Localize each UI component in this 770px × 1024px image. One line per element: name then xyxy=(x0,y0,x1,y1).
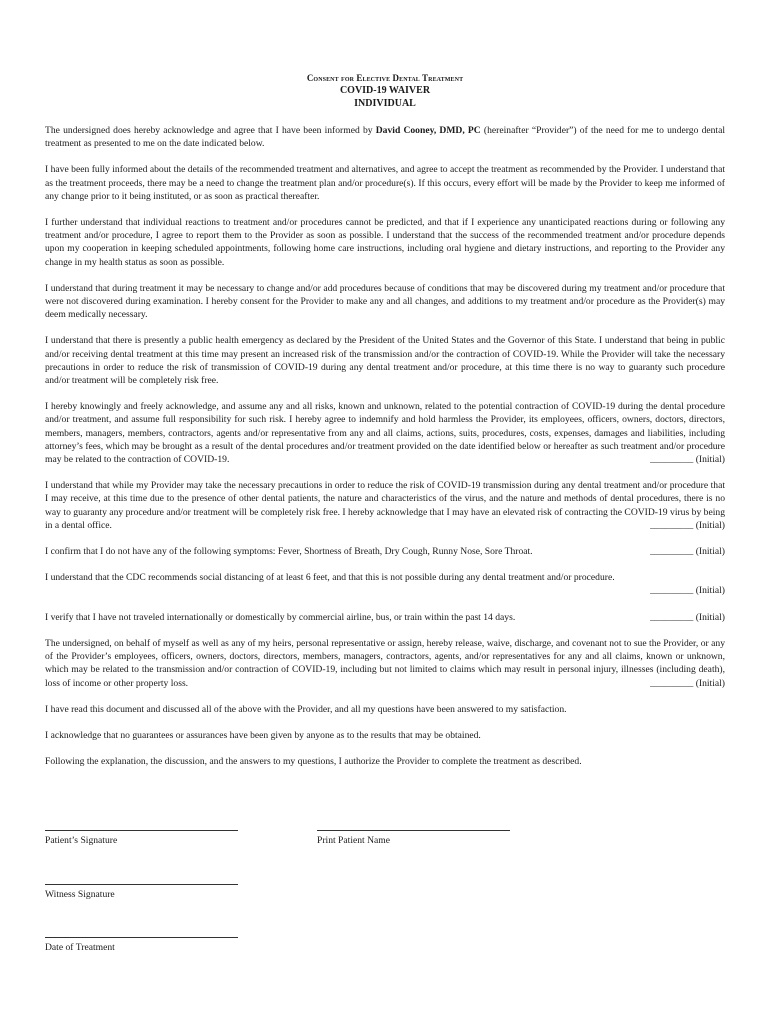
document-subtitle: COVID-19 WAIVER xyxy=(339,85,431,96)
document-title: Consent for Elective Dental Treatment xyxy=(306,73,464,83)
paragraph-social-distancing xyxy=(45,571,725,597)
initial-field[interactable]: _________ (Initial) xyxy=(650,546,725,558)
patient-signature-line[interactable] xyxy=(45,830,238,831)
paragraph-text: I hereby knowingly and freely acknowledge, and assume any and all risks, known and unknown, related to the potential contraction of COVID-19 during the dental procedure and/or treatment, and assume full responsibility for such risk. I hereby agree to indemnify and hold harmless the Provider, its employees, officers, owners, doctors, directors, members, managers, members, contractors, agents and/or representative from any and all claims, actions, suits, procedures, costs, expenses, damages and liabilities, including attorney’s fees, which may be brought as a result of the dental procedures and/or treatment provided on the date identified below or hereafter as such treatment and/or procedure may be related to the contraction of COVID-19. xyxy=(45,401,725,466)
paragraph-text: (hereinafter “Provider”) of the need for me to undergo dental treatment as presented to me on the date indicated below. xyxy=(45,125,726,150)
paragraph-no-symptoms xyxy=(45,545,725,558)
document-header xyxy=(0,72,770,110)
paragraph-no-guarantees: I acknowledge that no guarantees or assurances have been given by anyone as to the results that may be obtained. xyxy=(45,729,481,741)
paragraph-authorize: Following the explanation, the discussion, and the answers to my questions, I authorize the Provider to complete the treatment as described. xyxy=(45,756,582,768)
initial-field[interactable]: _________ (Initial) xyxy=(650,519,725,531)
provider-name: David Cooney, DMD, PC xyxy=(375,125,481,136)
initial-field[interactable]: _________ (Initial) xyxy=(650,585,725,597)
paragraph-assume-risks xyxy=(45,400,725,466)
document-body xyxy=(45,124,725,781)
document-subtitle-individual: INDIVIDUAL xyxy=(354,98,416,109)
paragraph-text: The undersigned, on behalf of myself as well as any of my heirs, personal representative or assign, hereby release, waive, discharge, and covenant not to sue the Provider, or any of the Provider’s employees, officers, owners, doctors, directors, members, managers, contractors, agents, and/or representatives for any and all claims, known or unknown, which may be related to the transmission and/or contraction of COVID-19, including but not limited to claims which may result in personal injury, illnesses (including death), loss of income or other property loss. xyxy=(45,637,725,689)
paragraph-public-health-emergency: I understand that there is presently a public health emergency as declared by the President of the United States and the Governor of this State. I understand that being in public and/or receiving dental treatment at this time may present an increased risk of the transmission and/or the contraction of COVID-19. While the Provider will take the necessary precautions in order to reduce the risk of transmission of COVID-19 during any dental treatment and/or procedure, at this time there is no way to guaranty such procedure and/or treatment will be completely risk free. xyxy=(45,335,725,387)
paragraph-elevated-risk xyxy=(45,479,725,532)
initial-field[interactable]: _________ (Initial) xyxy=(650,454,725,466)
paragraph-change-procedures: I understand that during treatment it may be necessary to change and/or add procedures because of conditions that may be discovered during my treatment and/or procedure that were not discovered during examination. I hereby consent for the Provider to make any and all changes, and additions to my treatment and/or procedure as the Provider(s) may deem medically necessary. xyxy=(45,282,725,321)
witness-signature-line[interactable] xyxy=(45,884,238,885)
paragraph-individual-reactions: I further understand that individual reactions to treatment and/or procedures cannot be predicted, and that if I experience any unanticipated reactions during or following any treatment and/or procedure, I agree to report them to the Provider as soon as possible. I understand that the success of the recommended treatment and/or procedure depends upon my cooperation in keeping scheduled appointments, following home care instructions, including oral hygiene and dietary instructions, and reporting to the Provider any change in my health status as soon as possible. xyxy=(45,217,725,268)
patient-signature-label: Patient’s Signature xyxy=(45,835,118,846)
paragraph-no-travel xyxy=(45,611,725,624)
paragraph-text: The undersigned does hereby acknowledge and agree that I have been informed by xyxy=(45,125,376,136)
paragraph-release-waiver xyxy=(45,637,725,690)
paragraph-text: I understand that while my Provider may take the necessary precautions in order to reduce the risk of COVID-19 transmission during any dental treatment and/or procedure that I may receive, at this time due to the presence of other dental patients, the nature and characteristics of the virus, and the nature and methods of dental procedures, there is no way to guaranty any procedure and/or treatment will be completely risk free. I hereby acknowledge that I may have an elevated risk of contracting the COVID-19 virus by being in a dental office. xyxy=(45,480,725,531)
print-name-label: Print Patient Name xyxy=(317,835,391,846)
paragraph-text: I verify that I have not traveled internationally or domestically by commercial airline, bus, or train within the past 14 days. xyxy=(45,611,516,623)
paragraph-text: I confirm that I do not have any of the following symptoms: Fever, Shortness of Breath, Dry Cough, Runny Nose, Sore Throat. xyxy=(45,546,533,558)
witness-signature-label: Witness Signature xyxy=(45,889,115,900)
initial-field[interactable]: _________ (Initial) xyxy=(650,677,725,689)
date-of-treatment-label: Date of Treatment xyxy=(45,942,115,953)
date-of-treatment-line[interactable] xyxy=(45,937,238,938)
paragraph-read-document: I have read this document and discussed all of the above with the Provider, and all my questions have been answered to my satisfaction. xyxy=(45,703,567,715)
print-name-line[interactable] xyxy=(317,830,510,831)
paragraph-provider-acknowledgement xyxy=(45,124,725,150)
paragraph-text: I understand that the CDC recommends social distancing of at least 6 feet, and that this is not possible during any dental treatment and/or procedure. xyxy=(45,572,615,584)
paragraph-treatment-informed: I have been fully informed about the details of the recommended treatment and alternatives, and agree to accept the treatment as recommended by the Provider. I understand that as the treatment proceeds, there may be a need to change the treatment plan and/or procedure(s). If this occurs, every effort will be made by the Provider to keep me informed of any change prior to it being instituted, or as soon as practical thereafter. xyxy=(45,164,725,202)
initial-field[interactable]: _________ (Initial) xyxy=(650,611,725,623)
